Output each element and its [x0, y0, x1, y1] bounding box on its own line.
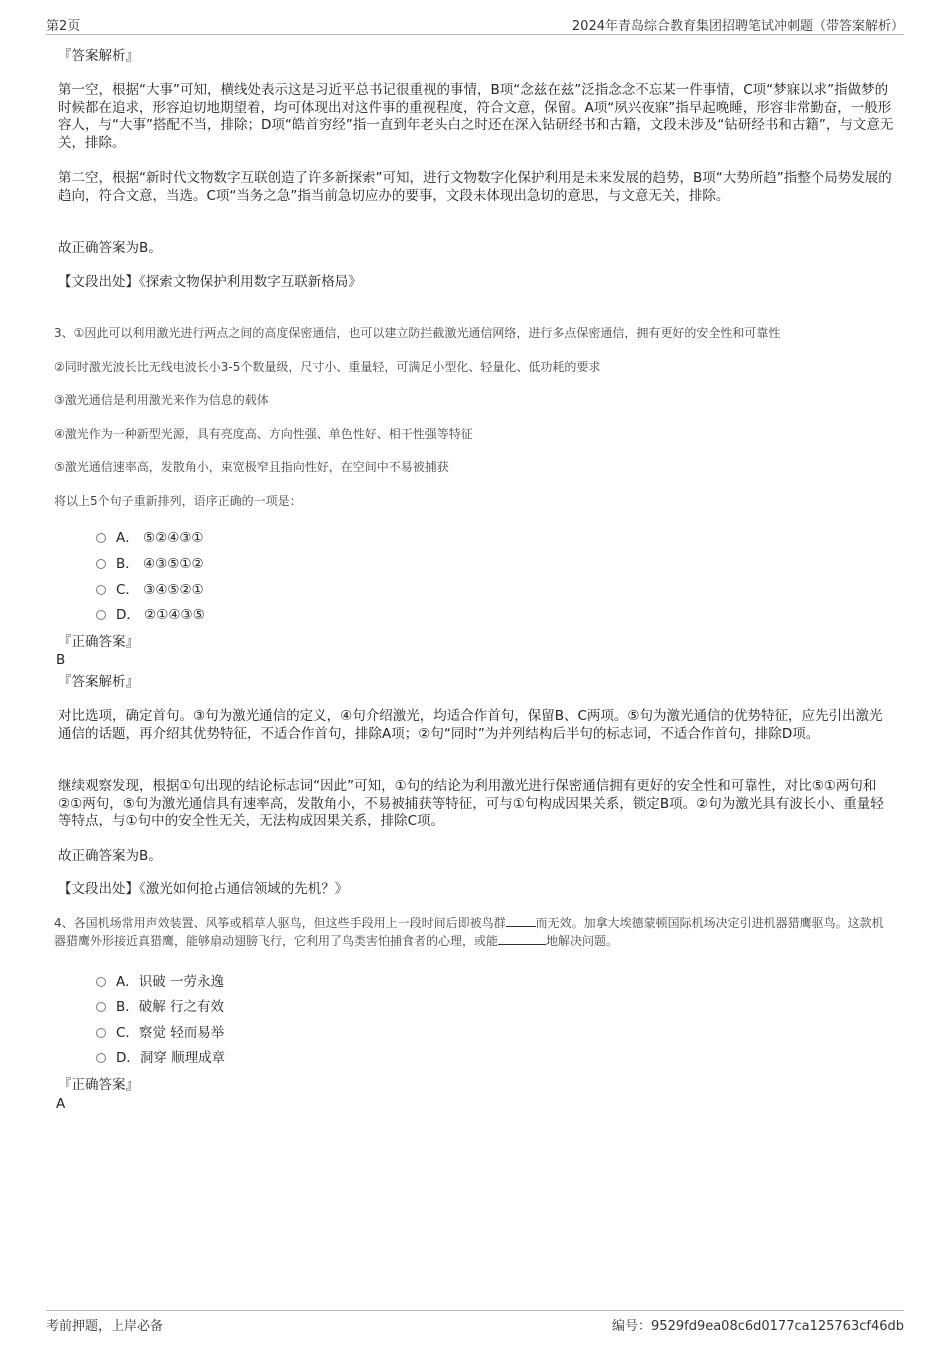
q3-sentence-1: 3、①因此可以利用激光进行两点之间的高度保密通信，也可以建立防拦截激光通信网络，进行多点保密通信，拥有更好的安全性和可靠性	[54, 326, 781, 340]
radio-icon[interactable]	[96, 1053, 106, 1063]
q3-analysis-p2: 继续观察发现，根据①句出现的结论标志词“因此”可知，①句的结论为利用激光进行保密通信拥有更好的安全性和可靠性，对比⑤①两句和②①两句，⑤句为激光通信具有速率高，发散角小，不易被捕获等特征，可与①句构成因果关系，锁定B项。②句为激光具有波长小、重量轻等特点，与①句中的安全性无关，无法构成因果关系，排除C项。	[58, 778, 884, 829]
q3-option-c[interactable]: C． ③④⑤②①	[96, 581, 204, 599]
q4-answer-label: 『正确答案』	[58, 1077, 139, 1093]
q3-sentence-3: ③激光通信是利用激光来作为信息的载体	[54, 393, 269, 407]
radio-icon[interactable]	[96, 610, 106, 620]
q4-option-d[interactable]: D．洞穿 顺理成章	[96, 1049, 225, 1067]
footer-slogan: 考前押题，上岸必备	[46, 1319, 164, 1334]
q2-conclusion: 故正确答案为B。	[58, 240, 162, 256]
document-code: 编号：9529fd9ea08c6d0177ca125763cf46db	[612, 1319, 904, 1334]
radio-icon[interactable]	[96, 1028, 106, 1038]
radio-icon[interactable]	[96, 533, 106, 543]
q3-sentence-5: ⑤激光通信速率高，发散角小，束宽极窄且指向性好，在空间中不易被捕获	[54, 460, 449, 474]
q3-analysis-p1: 对比选项，确定首句。③句为激光通信的定义，④句介绍激光，均适合作首句，保留B、C两项。⑤句为激光通信的优势特征，应先引出激光通信的话题，再介绍其优势特征，不适合作首句，排除A项；②句“同时”为并列结构后半句的标志词，不适合作首句，排除D项。	[58, 708, 883, 742]
page-number: 第2页	[46, 19, 81, 34]
q2-source: 【文段出处】《探索文物保护利用数字互联新格局》	[58, 274, 362, 290]
q3-sentence-2: ②同时激光波长比无线电波长小3-5个数量级，尺寸小、重量轻，可满足小型化、轻量化、低功耗的要求	[54, 360, 601, 374]
q4-option-c[interactable]: C．察觉 轻而易举	[96, 1024, 224, 1042]
q3-sentence-4: ④激光作为一种新型光源，具有亮度高、方向性强、单色性好、相干性强等特征	[54, 427, 473, 441]
q3-option-b[interactable]: B． ④③⑤①②	[96, 555, 204, 573]
q4-answer: A	[56, 1096, 66, 1112]
q3-option-a[interactable]: A． ⑤②④③①	[96, 529, 204, 547]
document-title: 2024年青岛综合教育集团招聘笔试冲刺题（带答案解析）	[571, 19, 904, 34]
radio-icon[interactable]	[96, 1002, 106, 1012]
blank-2	[498, 934, 546, 945]
q2-analysis-p1: 第一空，根据“大事”可知，横线处表示这是习近平总书记很重视的事情，B项“念兹在兹”泛指念念不忘某一件事情，C项“梦寐以求”指做梦的时候都在追求，形容迫切地期望着，均可体现出对这件事的重视程度，符合文意，保留。A项“夙兴夜寐”指早起晚睡，形容非常勤奋，一般形容人，与“大事”搭配不当，排除；D项“皓首穷经”指一直到年老头白之时还在深入钻研经书和古籍，文段未涉及“钻研经书和古籍”，与文意无关，排除。	[58, 82, 894, 151]
page-header	[46, 14, 904, 35]
q2-analysis-label: 『答案解析』	[58, 48, 139, 64]
q3-option-d[interactable]: D． ②①④③⑤	[96, 606, 205, 624]
q3-answer-label: 『正确答案』	[58, 634, 139, 650]
q4-stem: 4、各国机场常用声效装置、风筝或稻草人驱鸟，但这些手段用上一段时间后即被鸟群 而无效。加拿大埃德蒙顿国际机场决定引进机器猎鹰驱鸟。这款机器猎鹰外形接近真猎鹰，能够扇动翅膀飞行，它利用了鸟类害怕捕食者的心理，或能 地解决问题。	[54, 916, 884, 948]
q3-analysis-label: 『答案解析』	[58, 674, 139, 690]
q4-option-a[interactable]: A．识破 一劳永逸	[96, 973, 224, 991]
q4-option-b[interactable]: B．破解 行之有效	[96, 998, 224, 1016]
radio-icon[interactable]	[96, 559, 106, 569]
q2-analysis-p2: 第二空，根据“新时代文物数字互联创造了许多新探索”可知，进行文物数字化保护利用是未来发展的趋势，B项“大势所趋”指整个局势发展的趋向，符合文意，当选。C项“当务之急”指当前急切应办的要事，文段未体现出急切的意思，与文意无关，排除。	[58, 170, 892, 204]
q3-source: 【文段出处】《激光如何抢占通信领域的先机？》	[58, 881, 349, 897]
q3-prompt: 将以上5个句子重新排列，语序正确的一项是：	[54, 494, 302, 508]
blank-1	[506, 916, 536, 927]
radio-icon[interactable]	[96, 977, 106, 987]
page-footer	[46, 1310, 904, 1335]
q3-conclusion: 故正确答案为B。	[58, 848, 162, 864]
radio-icon[interactable]	[96, 585, 106, 595]
q3-answer: B	[56, 652, 66, 668]
